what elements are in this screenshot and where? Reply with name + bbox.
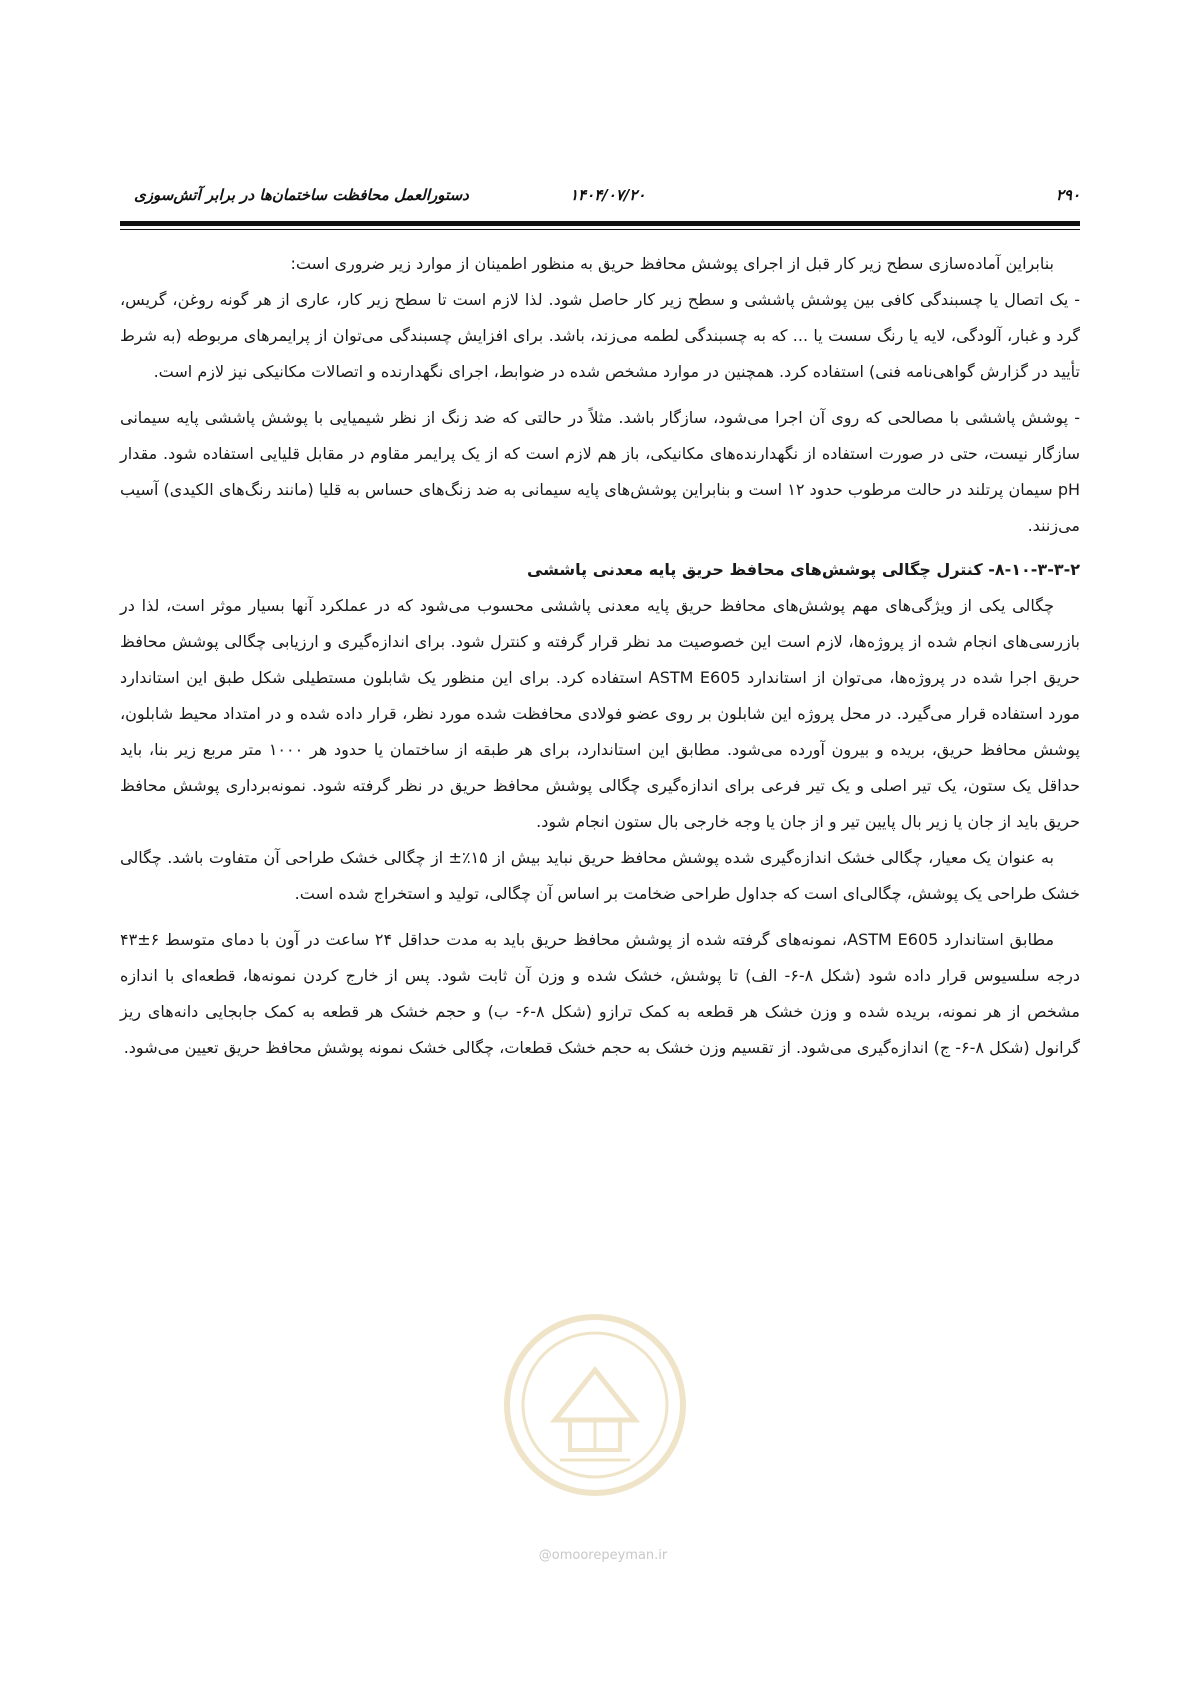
section-heading: ۸-۱۰-۳-۳-۲- کنترل چگالی پوشش‌های محافظ حریق پایه معدنی پاششی: [526, 560, 1080, 579]
header-rule-thick: [120, 221, 1080, 226]
page-body: [120, 246, 1080, 1066]
paragraph-compatibility: - پوشش پاششی با مصالحی که روی آن اجرا می‌شود، سازگار باشد. مثلاً در حالتی که ضد زنگ از نظر شیمیایی با پوشش پاششی پایه سیمانی سازگار نیست، حتی در صورت استفاده از نگهدارنده‌های مکانیکی، باز هم لازم است که از یک پرایمر مقاوم در مقابل قلیایی استفاده شود. مقدار pH سیمان پرتلند در حالت مرطوب حدود ۱۲ است و بنابراین پوشش‌های پایه سیمانی به ضد زنگ‌های حساس به قلیا (مانند رنگ‌های الکیدی) آسیب می‌زنند.: [120, 408, 1080, 535]
header-rule-thin: [120, 229, 1080, 230]
page-number: ۲۹۰: [1055, 186, 1080, 204]
watermark-site: @omoorepeyman.ir: [538, 1548, 668, 1563]
watermark-logo-icon: [500, 1310, 690, 1500]
paragraph-criterion: به عنوان یک معیار، چگالی خشک اندازه‌گیری شده پوشش محافظ حریق نباید بیش از ۱۵٪± از چگالی خشک طراحی آن متفاوت باشد. چگالی خشک طراحی یک پوشش، چگالی‌ای است که جداول طراحی ضخامت بر اساس آن چگالی، تولید و استخراج شده است.: [120, 848, 1080, 903]
header-date: ۱۴۰۴/۰۷/۲۰: [570, 186, 646, 204]
paragraph-density: چگالی یکی از ویژگی‌های مهم پوشش‌های محافظ حریق پایه معدنی پاششی محسوب می‌شود که در عملکرد آنها بسیار موثر است، لذا در بازرسی‌های انجام شده از پروژه‌ها، لازم است این خصوصیت مد نظر قرار گرفته و کنترل شود. برای اندازه‌گیری و ارزیابی چگالی پوشش محافظ حریق اجرا شده در پروژه‌ها، می‌توان از استاندارد ASTM E605 استفاده کرد. برای این منظور یک شابلون مستطیلی شکل طبق این استاندارد مورد استفاده قرار می‌گیرد. در محل پروژه این شابلون بر روی عضو فولادی محافظت شده مورد نظر، قرار داده شده و در امتداد محیط شابلون، پوشش محافظ حریق، بریده و بیرون آورده می‌شود. مطابق این استاندارد، برای هر طبقه از ساختمان یا حدود هر ۱۰۰۰ متر مربع زیر بنا، باید حداقل یک ستون، یک تیر اصلی و یک تیر فرعی برای اندازه‌گیری چگالی پوشش محافظ حریق در نظر گرفته شود. نمونه‌برداری پوشش محافظ حریق باید از جان یا زیر بال پایین تیر و از جان یا وجه خارجی بال ستون انجام شود.: [120, 596, 1081, 831]
paragraph-intro: بنابراین آماده‌سازی سطح زیر کار قبل از اجرای پوشش محافظ حریق به منظور اطمینان از موارد زیر ضروری است:: [290, 254, 1054, 273]
paragraph-adhesion: - یک اتصال یا چسبندگی کافی بین پوشش پاششی و سطح زیر کار حاصل شود. لذا لازم است تا سطح زیر کار، عاری از هر گونه روغن، گریس، گرد و غبار، آلودگی، لایه یا رنگ سست یا ... که به چسبندگی لطمه می‌زند، باشد. برای افزایش چسبندگی می‌توان از پرایمرهای مربوطه (به شرط تأیید در گزارش گواهی‌نامه فنی) استفاده کرد. همچنین در موارد مشخص شده در ضوابط، اجرای نگهدارنده و اتصالات مکانیکی نیز لازم است.: [120, 290, 1080, 381]
page-header: [120, 186, 1080, 210]
header-title: دستورالعمل محافظت ساختمان‌ها در برابر آتش‌سوزی: [134, 186, 469, 204]
paragraph-procedure: مطابق استاندارد ASTM E605، نمونه‌های گرفته شده از پوشش محافظ حریق باید به مدت حداقل ۲۴ ساعت در آون با دمای متوسط ۶±۴۳ درجه سلسیوس قرار داده شود (شکل ۸-۶- الف) تا پوشش، خشک شده و وزن آن ثابت شود. پس از خارج کردن نمونه‌ها، قطعه‌ای با اندازه مشخص از هر نمونه، بریده شده و وزن خشک هر قطعه به کمک ترازو (شکل ۸-۶- ب) و حجم خشک هر قطعه به کمک جابجایی دانه‌های ریز گرانول (شکل ۸-۶- ج) اندازه‌گیری می‌شود. از تقسیم وزن خشک به حجم خشک قطعات، چگالی خشک نمونه پوشش محافظ حریق تعیین می‌شود.: [120, 930, 1080, 1057]
